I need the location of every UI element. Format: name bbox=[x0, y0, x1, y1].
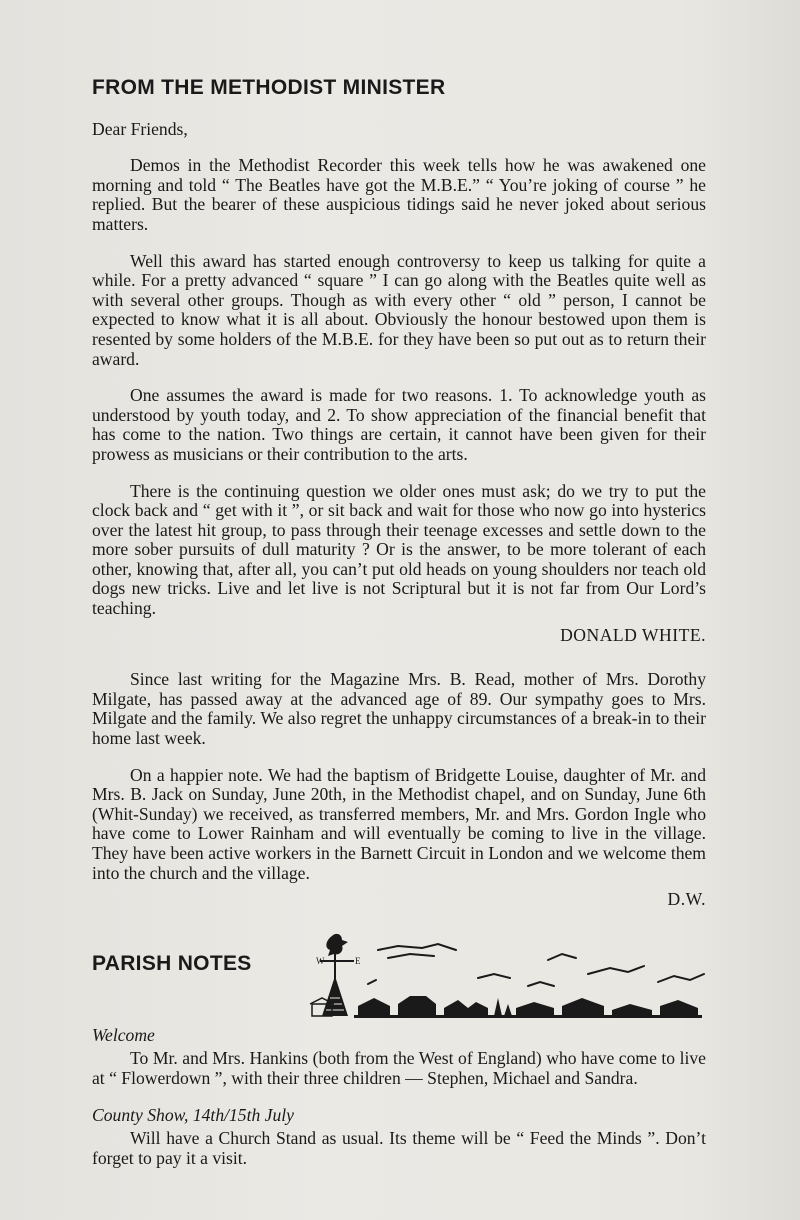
page-content bbox=[92, 78, 706, 1185]
welcome-title: Welcome bbox=[92, 1024, 155, 1045]
parish-heading: PARISH NOTES bbox=[92, 951, 252, 975]
paragraph-bereavement: Since last writing for the Magazine Mrs. B. Read, mother of Mrs. Dorothy Milgate, has passed away at the advanced age of 89. Our sympathy goes to Mrs. Milgate and the family. We also regret the unhappy circumstances of a break-in to their home last week. bbox=[92, 669, 706, 749]
salutation: Dear Friends, bbox=[92, 118, 188, 139]
svg-text:W: W bbox=[316, 955, 325, 966]
svg-text:E: E bbox=[355, 955, 361, 966]
paragraph-county-show: Will have a Church Stand as usual. Its theme will be “ Feed the Minds ”. Don’t forget to pay it a visit. bbox=[92, 1128, 706, 1168]
paragraph-question: There is the continuing question we older ones must ask; do we try to put the clock back and “ get with it ”, or sit back and wait for those who now go into hysterics over the latest hit group, to pass through their teenage excesses and settle down to the more sober pursuits of dull maturity ? Or is the answer, to be more tolerant of each other, knowing that, after all, you can’t put old heads on young shoulders nor teach old dogs new tricks. Live and let live is not Scriptural but it is not far from Our Lord’s teaching. bbox=[92, 480, 706, 619]
village-rooftops-icon bbox=[358, 996, 698, 1016]
village-weathervane-illustration bbox=[318, 930, 706, 1022]
paragraph-welcome: To Mr. and Mrs. Hankins (both from the West of England) who have come to live at “ Flowerdown ”, with their three children — Stephen, Michael and Sandra. bbox=[92, 1048, 706, 1088]
signature-donald-white: DONALD WHITE. bbox=[560, 624, 706, 645]
methodist-heading: FROM THE METHODIST MINISTER bbox=[92, 76, 446, 99]
paragraph-beatles-news: Demos in the Methodist Recorder this week tells how he was awakened one morning and told “ The Beatles have got the M.B.E.” “ You’re joking of course ” he replied. But the bearer of these auspicious tidings said he never joked about serious matters. bbox=[92, 155, 706, 234]
paragraph-reasons: One assumes the award is made for two reasons. 1. To acknowledge youth as understood by youth today, and 2. To show appreciation of the financial benefit that has come to the nation. Two things are certain, it cannot have been given for their prowess as musicians or their contribution to the arts. bbox=[92, 385, 706, 464]
paragraph-controversy: Well this award has started enough controversy to keep us talking for quite a while. For a pretty advanced “ square ” I can go along with the Beatles quite well as with several other groups. Though as with every other “ old ” person, I cannot be expected to know what it is all about. Obviously the honour bestowed upon them is resented by some holders of the M.B.E. for they have been so put out as to return their award. bbox=[92, 250, 706, 369]
birds-icon bbox=[368, 944, 704, 986]
weathervane-cockerel-icon bbox=[316, 934, 361, 984]
parish-notes-header bbox=[92, 948, 706, 1036]
county-show-title: County Show, 14th/15th July bbox=[92, 1104, 294, 1125]
signature-initials: D.W. bbox=[667, 889, 706, 910]
paragraph-baptism: On a happier note. We had the baptism of Bridgette Louise, daughter of Mr. and Mrs. B. Jack on Sunday, June 20th, in the Methodist chapel, and on Sunday, June 6th (Whit-Sunday) we received, as transferred members, Mr. and Mrs. Gordon Ingle who have come to Lower Rainham and will eventually be coming to live in the village. They have been active workers in the Barnett Circuit in London and we welcome them into the church and the village. bbox=[92, 764, 706, 883]
